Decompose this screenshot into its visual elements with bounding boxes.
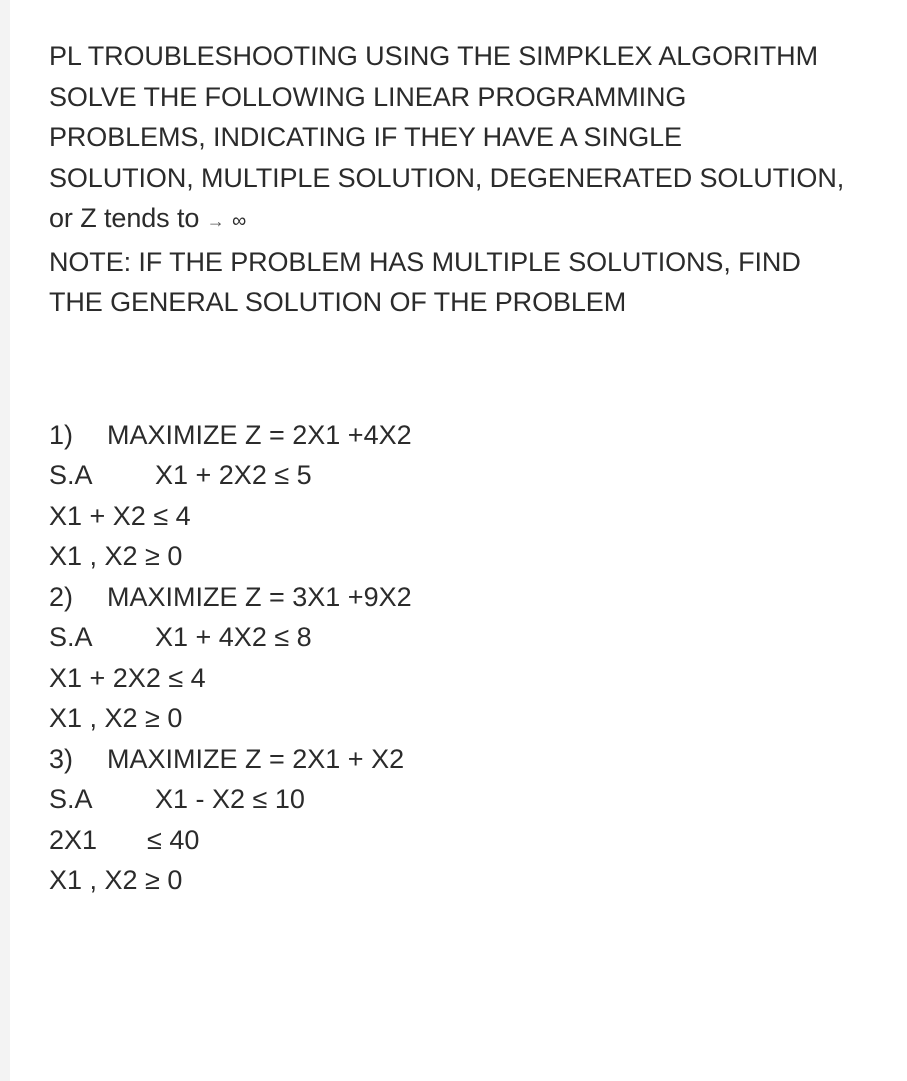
problem-1-c1: X1 + 2X2 ≤ 5	[155, 460, 312, 490]
problem-2-objective-text: MAXIMIZE Z = 3X1 +9X2	[107, 581, 412, 612]
problem-3-c2-lhs: 2X1	[49, 824, 98, 855]
problem-2-constraint-1	[49, 617, 889, 658]
problem-1-objective	[49, 415, 889, 456]
problem-3-c2-rhs: ≤ 40	[147, 824, 200, 855]
problem-3-sa-label: S.A	[49, 784, 93, 814]
infinity-icon: ∞	[232, 210, 247, 232]
problem-1-objective-text: MAXIMIZE Z = 2X1 +4X2	[107, 419, 412, 450]
intro-line-3: PROBLEMS, INDICATING IF THEY HAVE A SINGLE	[49, 122, 682, 152]
right-arrow-icon: →	[206, 211, 225, 231]
problem-3-nonneg: X1 , X2 ≥ 0	[49, 865, 183, 895]
problem-3-number: 3)	[49, 743, 74, 774]
problem-2-nonneg: X1 , X2 ≥ 0	[49, 703, 183, 733]
section-gap	[49, 323, 889, 415]
intro-line-5	[49, 198, 889, 242]
problem-2-c1: X1 + 4X2 ≤ 8	[155, 622, 312, 652]
problem-2-constraint-2: X1 + 2X2 ≤ 4	[49, 662, 206, 693]
problem-3-objective-text: MAXIMIZE Z = 2X1 + X2	[107, 743, 405, 774]
document-content	[49, 36, 889, 901]
problem-1-sa-label: S.A	[49, 460, 93, 490]
intro-line-2: SOLVE THE FOLLOWING LINEAR PROGRAMMING	[49, 81, 687, 112]
problem-1-number: 1)	[49, 419, 74, 450]
problem-1-nonneg: X1 , X2 ≥ 0	[49, 541, 183, 571]
problem-1-constraint-1	[49, 455, 889, 496]
problem-2-number: 2)	[49, 581, 74, 612]
problem-3-c1: X1 - X2 ≤ 10	[155, 784, 305, 814]
note-line-1: NOTE: IF THE PROBLEM HAS MULTIPLE SOLUTIONS, FIND	[49, 246, 801, 277]
document-page	[10, 0, 907, 1081]
intro-line-5-text: or Z tends to	[49, 203, 207, 233]
problem-3-constraint-1	[49, 779, 889, 820]
problem-2-sa-label: S.A	[49, 622, 93, 652]
problem-3-objective	[49, 739, 889, 780]
intro-line-4: SOLUTION, MULTIPLE SOLUTION, DEGENERATED SOLUTION,	[49, 162, 845, 193]
intro-title: PL TROUBLESHOOTING USING THE SIMPKLEX ALGORITHM	[49, 41, 818, 71]
problem-1-constraint-2: X1 + X2 ≤ 4	[49, 500, 191, 531]
problem-2-objective	[49, 577, 889, 618]
note-line-2: THE GENERAL SOLUTION OF THE PROBLEM	[49, 287, 627, 317]
problem-3-constraint-2	[49, 820, 889, 861]
